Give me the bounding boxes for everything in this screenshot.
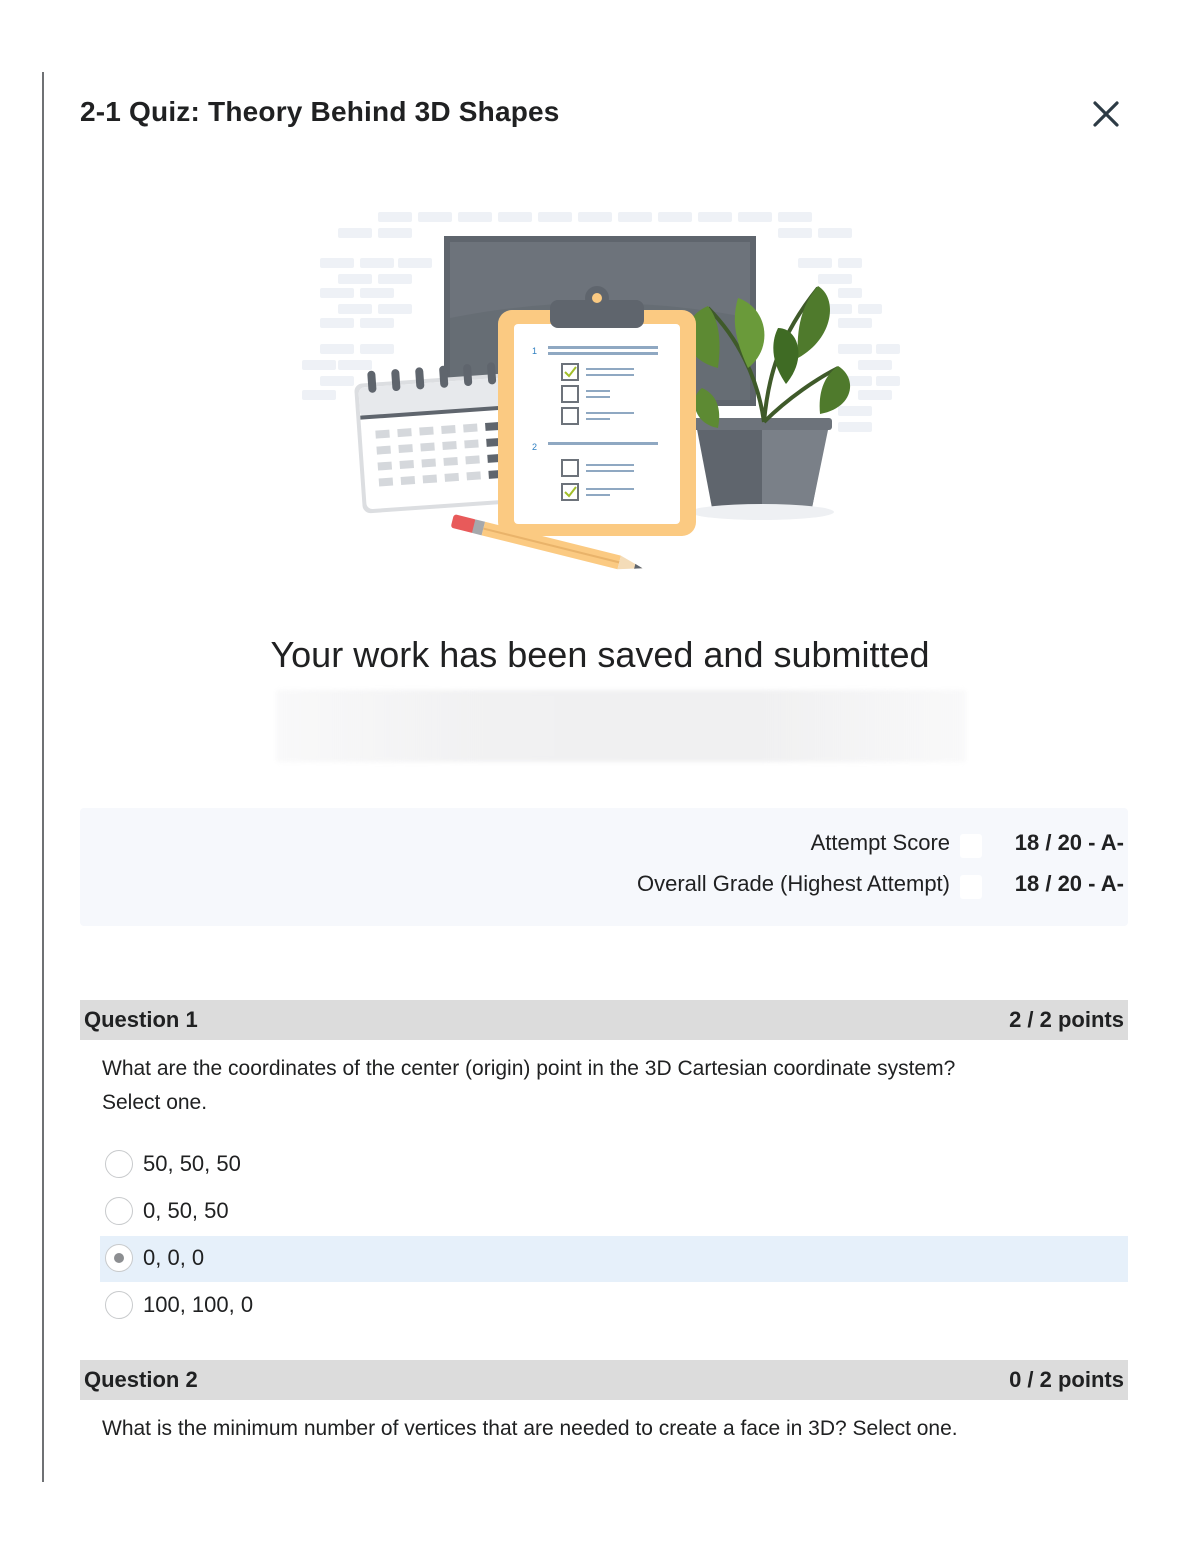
close-button[interactable] <box>1084 92 1128 136</box>
plant-icon <box>687 286 850 520</box>
svg-text:1: 1 <box>532 346 538 356</box>
score-value: 18 / 20 - A- <box>1014 830 1124 855</box>
radio-button[interactable] <box>105 1150 133 1178</box>
question-text-line: What is the minimum number of vertices that are needed to create a face in 3D? Select one. <box>102 1417 958 1440</box>
score-label: Overall Grade (Highest Attempt) <box>636 871 950 896</box>
radio-button-selected[interactable] <box>105 1244 133 1272</box>
radio-button[interactable] <box>105 1291 133 1319</box>
question-1-header <box>80 1000 1128 1040</box>
clipboard-icon <box>498 286 696 536</box>
option-label: 50, 50, 50 <box>143 1151 241 1176</box>
blurred-region <box>276 690 966 762</box>
radio-button[interactable] <box>105 1197 133 1225</box>
answer-option[interactable] <box>100 1283 1128 1329</box>
score-value: 18 / 20 - A- <box>1014 871 1124 896</box>
page-title: 2-1 Quiz: Theory Behind 3D Shapes <box>80 96 560 127</box>
question-points: 2 / 2 points <box>1009 1007 1124 1032</box>
score-spacer <box>960 875 982 899</box>
quiz-header <box>80 92 1128 138</box>
option-label: 100, 100, 0 <box>143 1292 254 1317</box>
question-points: 0 / 2 points <box>1009 1367 1124 1392</box>
left-divider <box>42 72 44 1482</box>
overall-grade-row <box>80 871 1128 905</box>
question-text-line: What are the coordinates of the center (origin) point in the 3D Cartesian coordinate system? <box>102 1057 956 1080</box>
svg-text:2: 2 <box>532 442 538 452</box>
option-label: 0, 0, 0 <box>143 1245 205 1270</box>
score-panel <box>80 808 1128 926</box>
answer-option[interactable] <box>100 1189 1128 1235</box>
question-1-text <box>102 1052 1102 1120</box>
question-2-header <box>80 1360 1128 1400</box>
question-2-text <box>102 1412 1102 1446</box>
attempt-score-row <box>80 830 1128 864</box>
score-label: Attempt Score <box>810 830 950 855</box>
calendar-icon <box>353 361 523 514</box>
radio-dot-icon <box>114 1253 124 1263</box>
score-spacer <box>960 834 982 858</box>
close-icon <box>1084 92 1128 136</box>
submission-message: Your work has been saved and submitted <box>270 634 930 675</box>
answer-option[interactable] <box>100 1142 1128 1188</box>
answer-option-selected[interactable] <box>100 1236 1128 1282</box>
question-title: Question 1 <box>84 1007 198 1032</box>
option-label: 0, 50, 50 <box>143 1198 229 1223</box>
question-text-line: Select one. <box>102 1091 208 1114</box>
question-title: Question 2 <box>84 1367 198 1392</box>
quiz-submitted-illustration <box>298 208 902 572</box>
